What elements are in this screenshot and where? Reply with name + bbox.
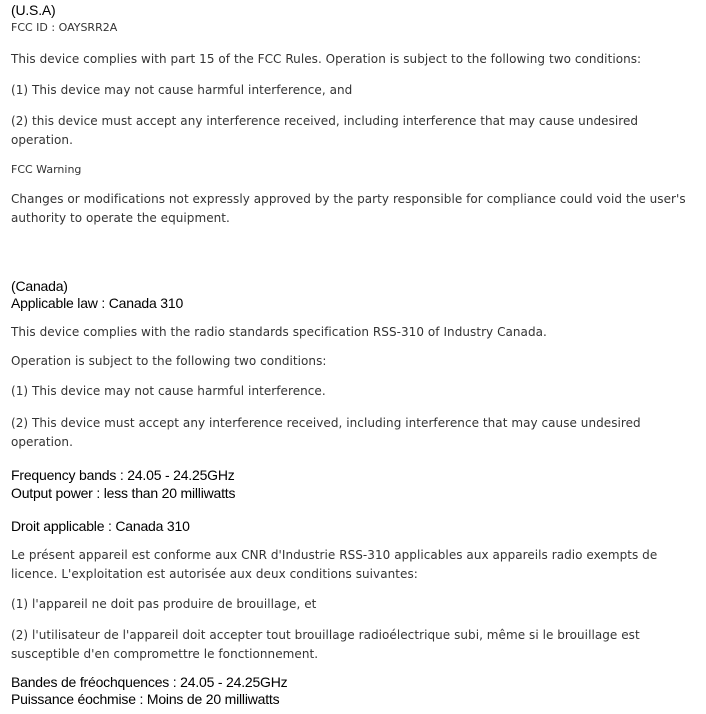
usa-region-heading: (U.S.A) bbox=[11, 2, 56, 18]
canada-fr-frequency-bands: Bandes de fréochquences : 24.05 - 24.25GHz bbox=[11, 674, 288, 690]
canada-fr-applicable-law: Droit applicable : Canada 310 bbox=[11, 518, 190, 534]
canada-fr-condition-2: (2) l'utilisateur de l'appareil doit accepter tout brouillage radioélectrique subi, même si le brouillage est susceptible d'en compromettre le fonctionnement. bbox=[11, 628, 640, 661]
canada-fr-output-power: Puissance éochmise : Moins de 20 milliwatts bbox=[11, 691, 280, 707]
canada-condition-2: (2) This device must accept any interference received, including interference that may cause undesired operation. bbox=[11, 416, 641, 449]
usa-compliance-statement: This device complies with part 15 of the FCC Rules. Operation is subject to the following two conditions: bbox=[11, 52, 642, 66]
canada-fr-compliance-statement: Le présent appareil est conforme aux CNR d'Industrie RSS-310 applicables aux appareils radio exempts de licence. L'exploitation est autorisée aux deux conditions suivantes: bbox=[11, 548, 658, 581]
usa-condition-2: (2) this device must accept any interference received, including interference that may cause undesired operation. bbox=[11, 114, 639, 147]
usa-warning-title: FCC Warning bbox=[11, 163, 82, 176]
canada-conditions-intro: Operation is subject to the following two conditions: bbox=[11, 354, 327, 368]
canada-condition-1: (1) This device may not cause harmful interference. bbox=[11, 384, 326, 398]
canada-frequency-bands: Frequency bands : 24.05 - 24.25GHz bbox=[11, 467, 235, 483]
canada-fr-condition-1: (1) l'appareil ne doit pas produire de brouillage, et bbox=[11, 597, 317, 611]
canada-output-power: Output power : less than 20 milliwatts bbox=[11, 485, 236, 501]
usa-fcc-id: FCC ID : OAYSRR2A bbox=[11, 21, 118, 34]
canada-compliance-statement: This device complies with the radio standards specification RSS-310 of Industry Canada. bbox=[11, 325, 547, 339]
canada-applicable-law: Applicable law : Canada 310 bbox=[11, 295, 184, 311]
canada-region-heading: (Canada) bbox=[11, 278, 68, 294]
usa-condition-1: (1) This device may not cause harmful interference, and bbox=[11, 83, 353, 97]
usa-warning-text: Changes or modifications not expressly approved by the party responsible for compliance could void the user's authority to operate the equipment. bbox=[11, 192, 686, 225]
